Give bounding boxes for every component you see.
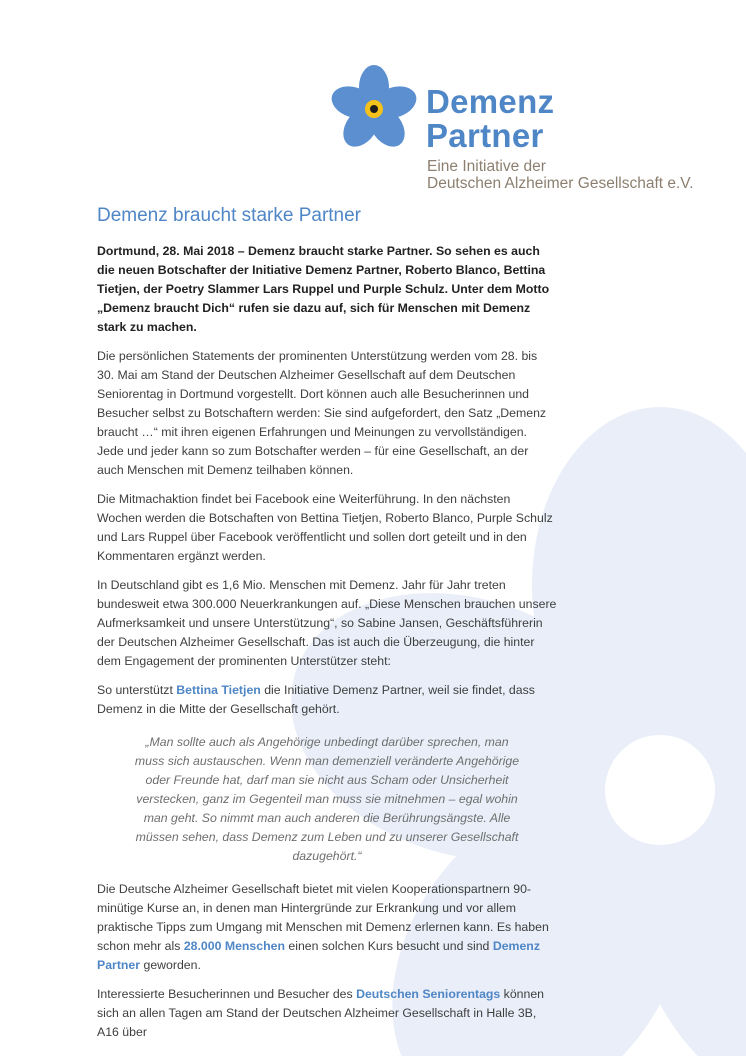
text-segment: können sich an allen Tagen am Stand der Deutschen Alzheimer Gesellschaft in Halle 3B, A16 über xyxy=(97,987,545,1039)
text-segment: Die Deutsche Alzheimer Gesellschaft bietet mit vielen Kooperationspartnern 90-minütige Kurse an, in denen man Hintergründe zur Erkrankung und vor allem praktische Tipps zum Umgang mit Menschen mit Demenz erlernen kann. Es haben schon mehr als xyxy=(97,882,549,953)
logo-word-partner: Partner xyxy=(426,117,544,154)
link-bettina-tietjen[interactable]: Bettina Tietjen xyxy=(176,683,261,697)
paragraph-seniorentag xyxy=(97,985,557,1042)
paragraph-statements: Die persönlichen Statements der prominenten Unterstützung werden vom 28. bis 30. Mai am Stand der Deutschen Alzheimer Gesellschaft auf dem Deutschen Seniorentag in Dortmund vorgestellt. Dort können auch alle Besucherinnen und Besucher selbst zu Botschaftern werden: Sie sind aufgefordert, den Satz „Demenz braucht …“ mit ihren eigenen Erfahrungen und Meinungen zu vervollständigen. Jede und jeder kann so zum Botschafter werden – für eine Gesellschaft, an der auch Menschen mit Demenz teilhaben können. xyxy=(97,349,547,477)
paragraph-tietjen xyxy=(97,681,557,719)
text-segment: geworden. xyxy=(140,958,201,972)
text-segment: die Initiative Demenz Partner, weil sie findet, dass Demenz in die Mitte der Gesellschaft gehört. xyxy=(97,683,535,716)
logo-word-demenz: Demenz xyxy=(426,83,555,120)
link-demenz-partner[interactable]: Demenz Partner xyxy=(97,939,540,972)
demenz-partner-logo xyxy=(330,64,700,194)
logo-tagline xyxy=(427,158,694,192)
logo-tagline-line1: Eine Initiative der xyxy=(427,158,546,175)
text-segment: einen solchen Kurs besucht und sind xyxy=(284,939,493,953)
forget-me-not-flower-icon xyxy=(330,64,418,152)
lead-paragraph: Dortmund, 28. Mai 2018 – Demenz braucht starke Partner. So sehen es auch die neuen Botschafter der Initiative Demenz Partner, Roberto Blanco, Bettina Tietjen, der Poetry Slammer Lars Ruppel und Purple Schulz. Unter dem Motto „Demenz braucht Dich“ rufen sie dazu auf, sich für Menschen mit Demenz stark zu machen. xyxy=(97,244,550,334)
text-segment: So unterstützt xyxy=(97,683,177,697)
link-deutschen-seniorentags[interactable]: Deutschen Seniorentags xyxy=(356,987,501,1001)
link-28000-menschen[interactable]: 28.000 Menschen xyxy=(183,939,285,953)
quote-block: „Man sollte auch als Angehörige unbedingt darüber sprechen, man muss sich austauschen. Wenn man demenziell veränderte Angehörige oder Freunde hat, darf man sie nicht aus Scham oder Unsicherheit verstecken, ganz im Gegenteil man muss sie mitnehmen – egal wohin man geht. So nimmt man auch anderen die Berührungsängste. Alle müssen sehen, dass Demenz zum Leben und zu unserer Gesellschaft dazugehört.“ xyxy=(134,735,520,863)
paragraph-statistics: In Deutschland gibt es 1,6 Mio. Menschen mit Demenz. Jahr für Jahr treten bundesweit etwa 300.000 Neuerkrankungen auf. „Diese Menschen brauchen unsere Aufmerksamkeit und unsere Unterstützung“, so Sabine Jansen, Geschäftsführerin der Deutschen Alzheimer Gesellschaft. Das ist auch die Überzeugung, die hinter dem Engagement der prominenten Unterstützer steht: xyxy=(97,578,557,668)
text-segment: Interessierte Besucherinnen und Besucher des xyxy=(97,987,357,1001)
paragraph-facebook: Die Mitmachaktion findet bei Facebook eine Weiterführung. In den nächsten Wochen werden die Botschaften von Bettina Tietjen, Roberto Blanco, Purple Schulz und Lars Ruppel über Facebook veröffentlicht und sollen dort geteilt und in den Kommentaren ergänzt werden. xyxy=(97,492,553,563)
paragraph-courses xyxy=(97,880,557,975)
logo-tagline-line2: Deutschen Alzheimer Gesellschaft e.V. xyxy=(427,175,694,192)
page-title: Demenz braucht starke Partner xyxy=(97,205,362,226)
article-body xyxy=(97,242,557,1052)
